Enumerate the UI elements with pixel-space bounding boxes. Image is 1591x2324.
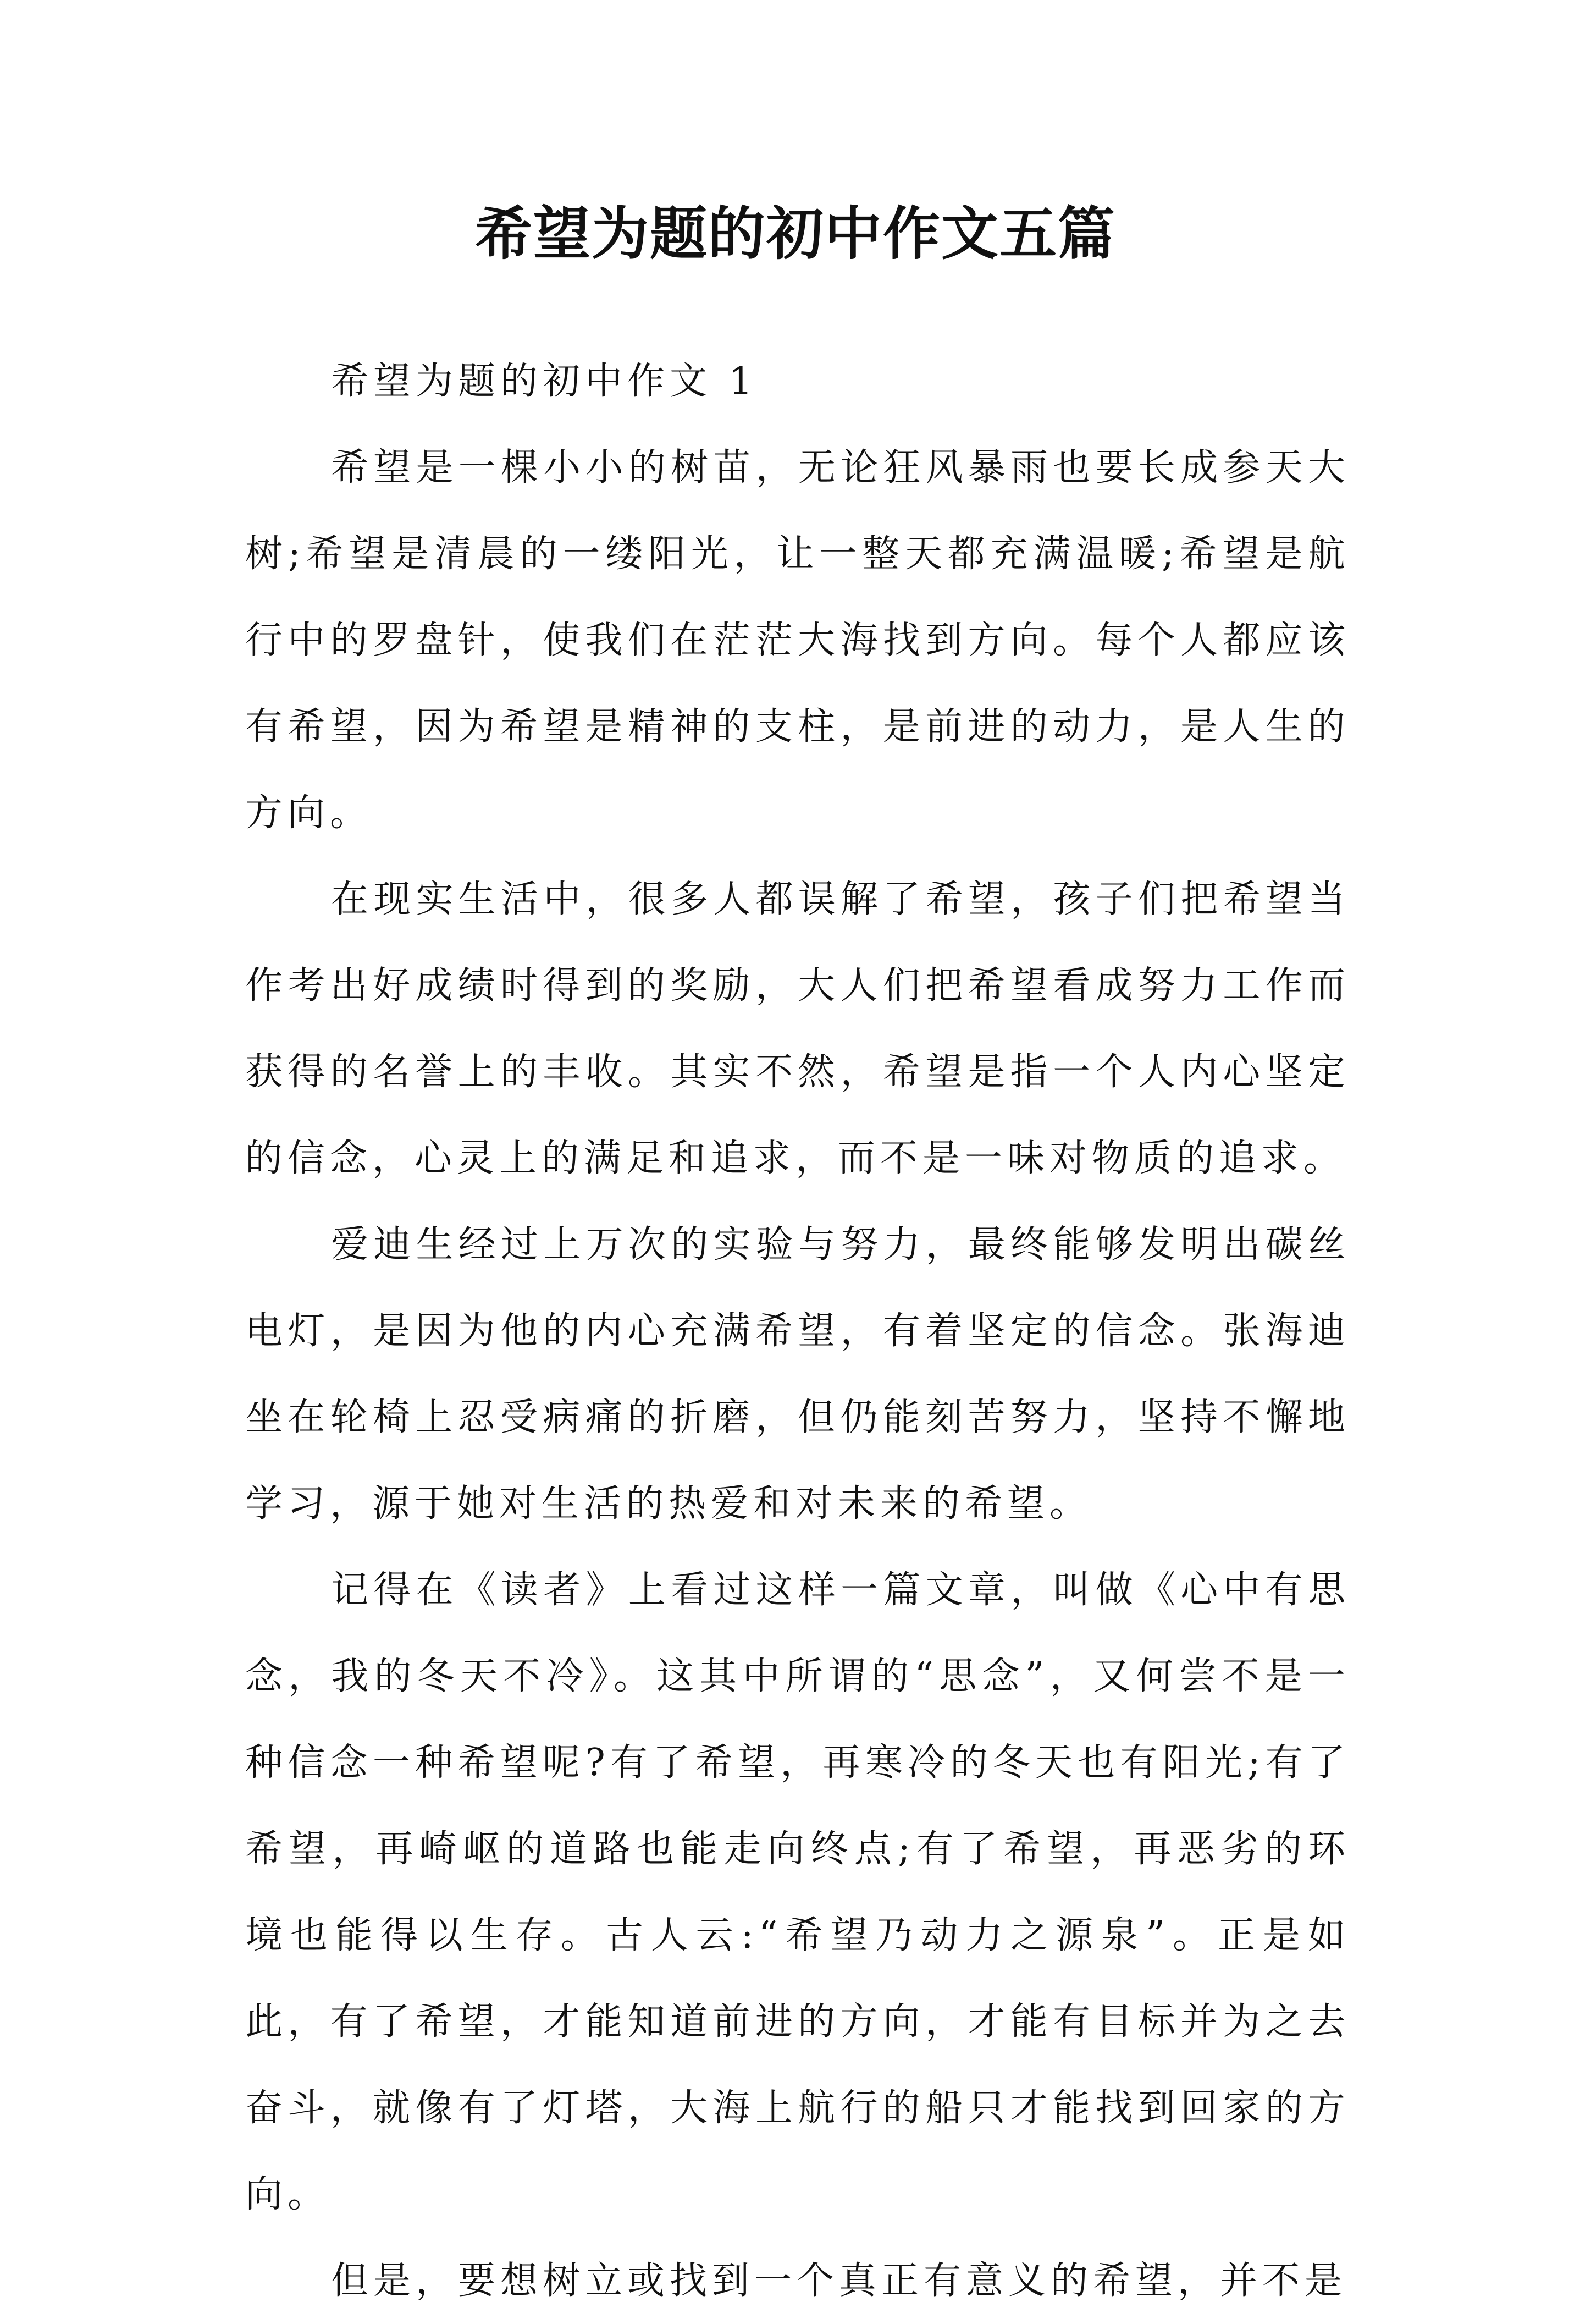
paragraph-5: 但是，要想树立或找到一个真正有意义的希望，并不是 — [331, 2259, 1347, 2303]
paragraph-4: 记得在《读者》上看过这样一篇文章，叫做《心中有思念，我的冬天不冷》。这其中所谓的“思念”，又何尝不是一种信念一种希望呢?有了希望，再寒冷的冬天也有阳光;有了希望，再崎岖的道路也能走向终点;有了希望，再恶劣的环境也能得以生存。古人云:“希望乃动力之源泉”。正是如此，有了希望，才能知道前进的方向，才能有目标并为之去奋斗，就像有了灯塔，大海上航行的船只才能找到回家的方向。 — [245, 1568, 1350, 2216]
section-heading: 希望为题的初中作文 1 — [331, 360, 758, 403]
paragraph-2: 在现实生活中，很多人都误解了希望，孩子们把希望当作考出好成绩时得到的奖励，大人们把希望看成努力工作而获得的名誉上的丰收。其实不然，希望是指一个人内心坚定的信念，心灵上的满足和追求，而不是一味对物质的追求。 — [245, 878, 1350, 1180]
document-body — [245, 338, 1350, 2324]
paragraph-3: 爱迪生经过上万次的实验与努力，最终能够发明出碳丝电灯，是因为他的内心充满希望，有着坚定的信念。张海迪坐在轮椅上忍受病痛的折磨，但仍能刻苦努力，坚持不懈地学习，源于她对生活的热爱和对未来的希望。 — [245, 1223, 1350, 1526]
paragraph-1: 希望是一棵小小的树苗，无论狂风暴雨也要长成参天大树;希望是清晨的一缕阳光，让一整天都充满温暖;希望是航行中的罗盘针，使我们在茫茫大海找到方向。每个人都应该有希望，因为希望是精神的支柱，是前进的动力，是人生的方向。 — [245, 446, 1350, 835]
document-title: 希望为题的初中作文五篇 — [474, 200, 1116, 267]
